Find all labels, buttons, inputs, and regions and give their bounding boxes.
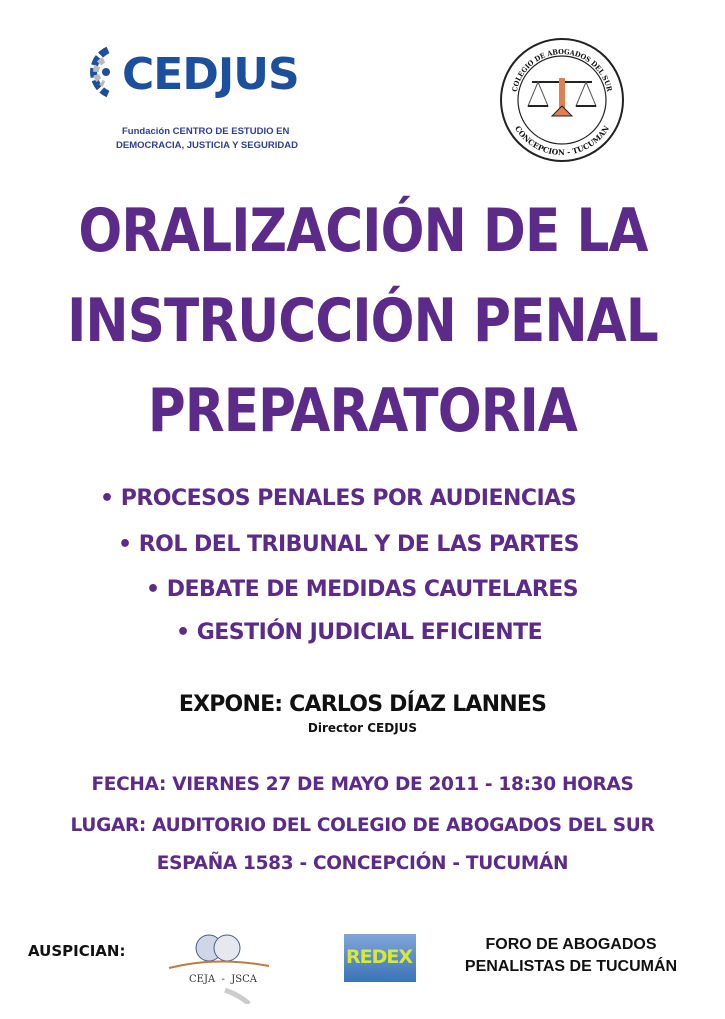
title-line-1-text: ORALIZACIÓN DE LA: [77, 196, 648, 266]
globe-scales-icon: [165, 932, 275, 1004]
redex-text: REDEX: [346, 946, 413, 968]
foro-line-2: PENALISTAS DE TUCUMÁN: [464, 958, 678, 975]
topic-item: • GESTIÓN JUDICIAL EFICIENTE: [176, 620, 543, 645]
event-date: FECHA: VIERNES 27 DE MAYO DE 2011 - 18:30 HORAS: [91, 774, 634, 795]
speaker-role: Director CEDJUS: [307, 721, 418, 735]
title-line-3: [0, 376, 725, 446]
cedjus-logo: [70, 42, 320, 154]
topic-item: • PROCESOS PENALES POR AUDIENCIAS: [100, 486, 577, 511]
topic-item: • DEBATE DE MEDIDAS CAUTELARES: [146, 577, 579, 602]
colegio-abogados-seal: [498, 36, 626, 164]
foro-line-1: FORO DE ABOGADOS: [485, 936, 657, 953]
cedjus-logo-text: CEDJUS: [122, 49, 299, 100]
cedjus-subtitle-1: Fundación CENTRO DE ESTUDIO EN: [122, 126, 290, 137]
topic-item: • ROL DEL TRIBUNAL Y DE LAS PARTES: [118, 532, 579, 557]
event-place: LUGAR: AUDITORIO DEL COLEGIO DE ABOGADOS DEL SUR: [70, 815, 655, 836]
ceja-jsca-logo: [165, 932, 275, 1004]
title-line-3-text: PREPARATORIA: [147, 376, 578, 446]
cedjus-subtitle-2: DEMOCRACIA, JUSTICIA Y SEGURIDAD: [116, 140, 298, 151]
event-address: ESPAÑA 1583 - CONCEPCIÓN - TUCUMÁN: [156, 853, 569, 874]
redex-logo: [344, 934, 416, 982]
sponsors-label: AUSPICIAN:: [28, 942, 126, 960]
scales-of-justice-icon: [498, 36, 626, 164]
ceja-jsca-text: CEJA - JSCA: [189, 974, 258, 985]
svg-text:COLEGIO DE ABOGADOS DEL SUR: COLEGIO DE ABOGADOS DEL SUR: [509, 46, 615, 93]
title-line-1: [0, 196, 725, 266]
svg-text:CONCEPCION - TUCUMAN: CONCEPCION - TUCUMAN: [512, 124, 612, 158]
title-line-2-text: INSTRUCCIÓN PENAL: [67, 286, 658, 356]
title-line-2: [0, 286, 725, 356]
speaker-line: EXPONE: CARLOS DÍAZ LANNES: [178, 692, 547, 717]
cedjus-arc-icon: [70, 46, 116, 98]
